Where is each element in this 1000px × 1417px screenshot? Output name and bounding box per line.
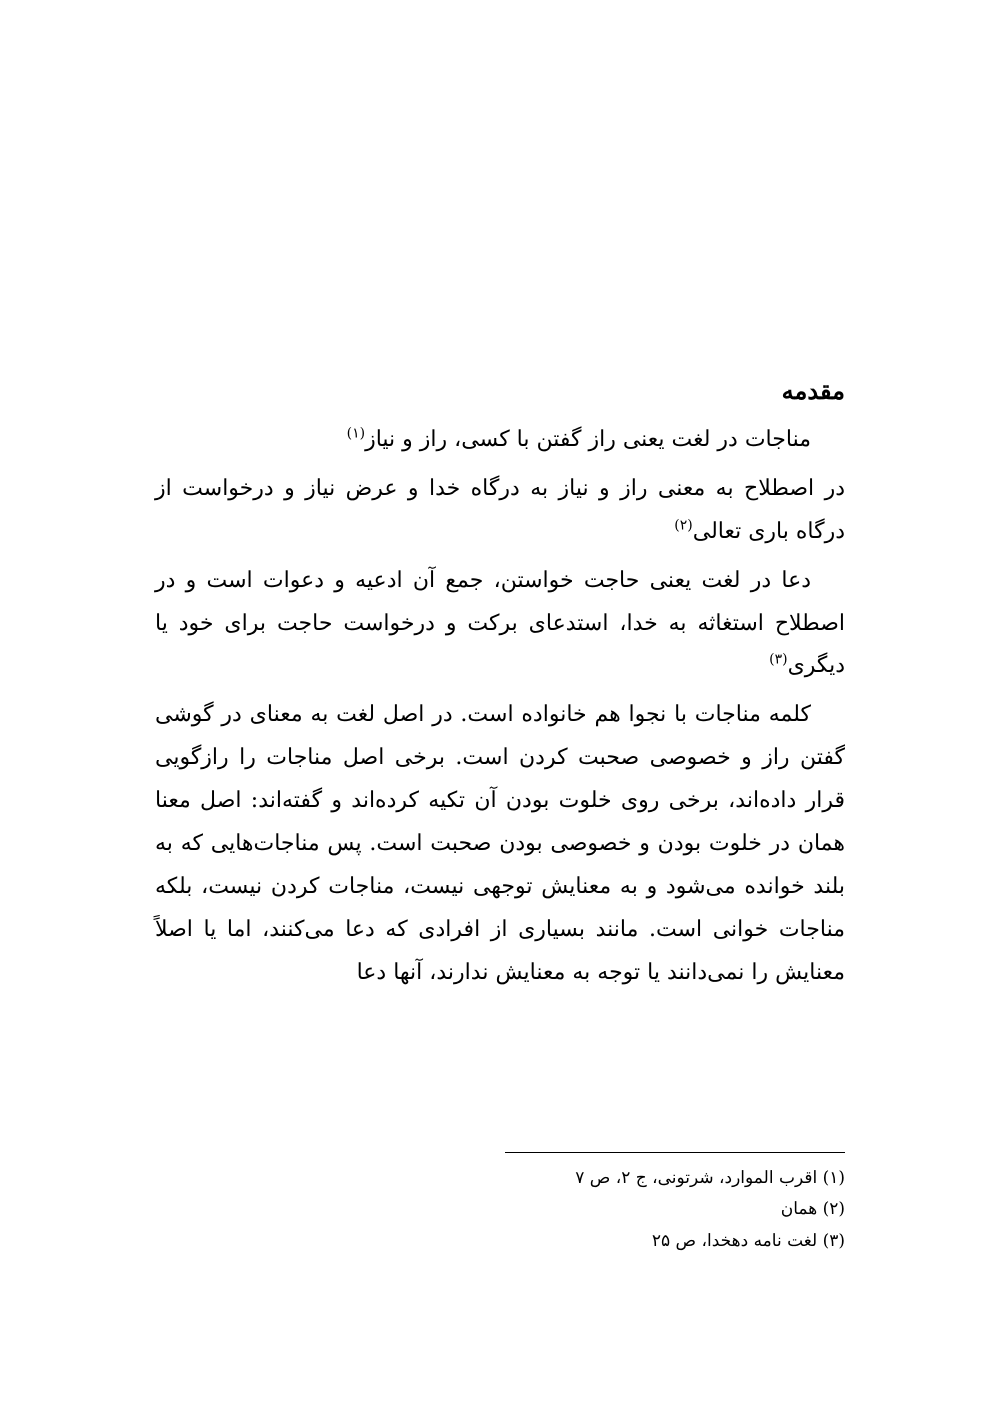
paragraph-1 — [155, 419, 845, 462]
footnote-item: (۱) اقرب الموارد، شرتونی، ج ۲، ص ۷ — [575, 1168, 845, 1188]
paragraph-3-text: دعا در لغت یعنی حاجت خواستن، جمع آن ادعیه و دعوات است و در اصطلاح استغاثه به خدا، استدعای برکت و درخواست حاجت برای خود یا دیگری — [155, 567, 845, 679]
footnote-item: (۲) همان — [780, 1199, 845, 1220]
paragraph-4 — [155, 694, 845, 994]
footnote-divider — [505, 1152, 845, 1153]
page-title: مقدمه — [781, 376, 845, 405]
footnote-area — [155, 1152, 845, 1257]
paragraph-2 — [155, 468, 845, 554]
footnote-marker-2: (۲) — [674, 517, 693, 534]
paragraph-2-text: در اصطلاح به معنی راز و نیاز به درگاه خدا و عرض نیاز و درخواست از درگاه باری تعالی — [155, 475, 845, 544]
page-content — [155, 376, 845, 1001]
paragraph-1-text: مناجات در لغت یعنی راز گفتن با کسی، راز و نیاز — [365, 427, 811, 452]
footnote-item: (۳) لغت نامه دهخدا، ص ۲۵ — [651, 1230, 845, 1251]
footnote-marker-3: (۳) — [769, 652, 788, 669]
footnote-marker-1: (۱) — [346, 425, 366, 442]
paragraph-4-text: کلمه مناجات با نجوا هم خانواده است. در اصل لغت به معنای در گوشی گفتن راز و خصوصی صحبت کردن است. برخی اصل مناجات را رازگویی قرار داده‌اند، برخی روی خلوت بودن آن تکیه کرده‌اند و گفته‌اند: اصل معنا همان در خلوت بودن و خصوصی بودن صحبت است. پس مناجات‌هایی که به بلند خوانده می‌شود و به معنایش توجهی نیست، مناجات کردن نیست، بلکه مناجات خوانی است. مانند بسیاری از افرادی که دعا می‌کنند، اما یا اصلاً معنایش را نمی‌دانند یا توجه به معنایش ندارند، آنها دعا — [155, 702, 845, 985]
paragraph-3 — [155, 560, 845, 689]
